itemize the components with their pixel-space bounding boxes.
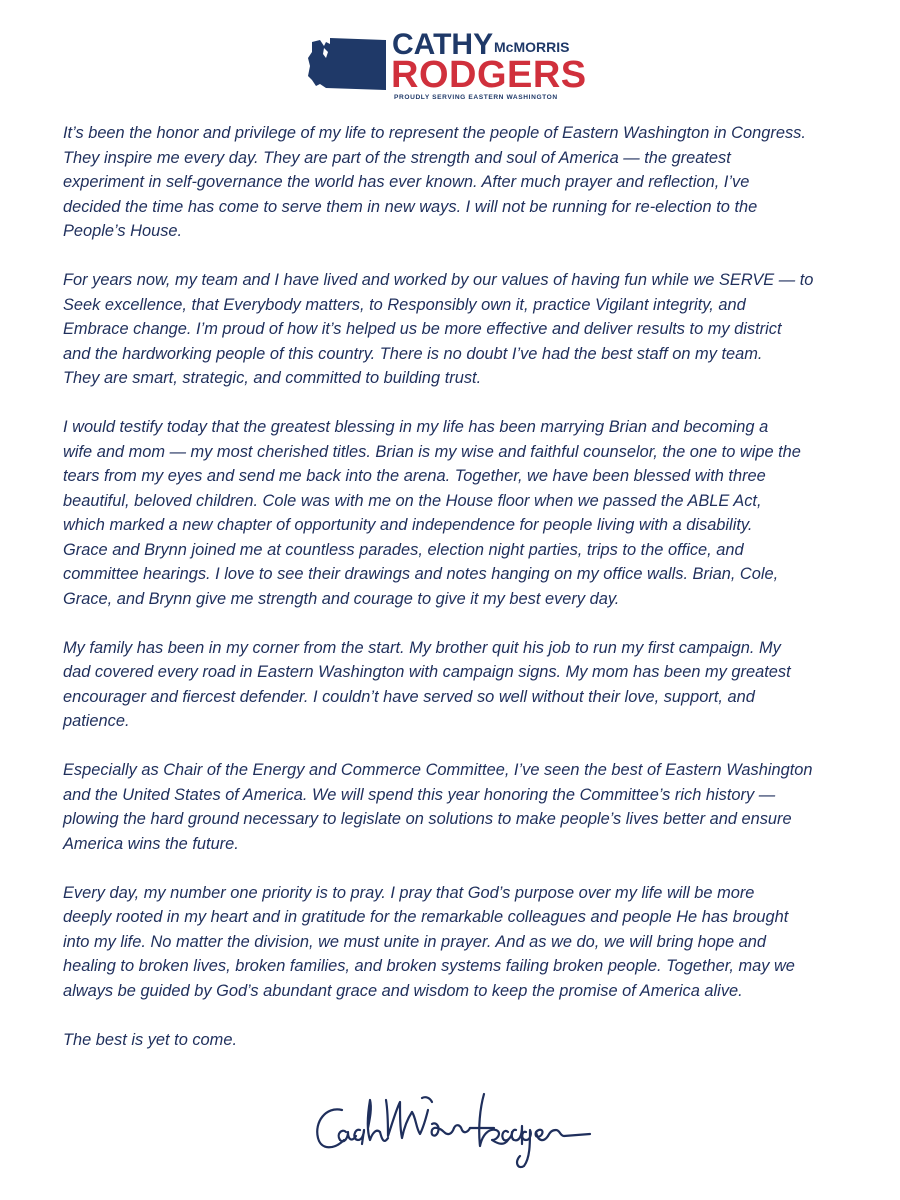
- letter-paragraph: For years now, my team and I have lived and worked by our values of having fun while we SERVE — to Seek excellence, that Everybody matters, to Responsibly own it, practice Vigilant integrity, and Embrace change. I’m proud of how it’s helped us be more effective and deliver results to my district and the hardworking people of this country. There is no doubt I’ve had the best staff on my team. They are smart, strategic, and committed to building trust.: [63, 271, 814, 387]
- logo-middle-name: McMORRIS: [494, 39, 570, 55]
- logo-last-name: RODGERS: [391, 54, 587, 96]
- header-logo: [306, 28, 606, 104]
- letter-paragraph: Every day, my number one priority is to pray. I pray that God’s purpose over my life will be more deeply rooted in my heart and in gratitude for the remarkable colleagues and people He has brought into my life. No matter the division, we must unite in prayer. And as we do, we will bring hope and healing to broken lives, broken families, and broken systems failing broken people. Together, may we always be guided by God’s abundant grace and wisdom to keep the promise of America alive.: [63, 883, 795, 1000]
- letter-closing: The best is yet to come.: [63, 1030, 237, 1049]
- letter-body: [63, 121, 845, 1077]
- letter-paragraph: I would testify today that the greatest blessing in my life has been marrying Brian and becoming a wife and mom — my most cherished titles. Brian is my wise and faithful counselor, the one to wipe the tears from my eyes and send me back into the arena. Together, we have been blessed with three beautiful, beloved children. Cole was with me on the House floor when we passed the ABLE Act, which marked a new chapter of opportunity and independence for people living with a disability. Grace and Brynn joined me at countless parades, election night parties, trips to the office, and committee hearings. I love to see their drawings and notes hanging on my office walls. Brian, Cole, Grace, and Brynn give me strength and courage to give it my best every day.: [63, 418, 801, 608]
- logo-first-name: CATHY: [392, 28, 494, 61]
- handwritten-signature-icon: [308, 1088, 598, 1178]
- letter-paragraph: My family has been in my corner from the start. My brother quit his job to run my first campaign. My dad covered every road in Eastern Washington with campaign signs. My mom has been my greatest encourager and fiercest defender. I couldn’t have served so well without their love, support, and patience.: [63, 638, 791, 730]
- letter-paragraph: Especially as Chair of the Energy and Commerce Committee, I’ve seen the best of Eastern Washington and the United States of America. We will spend this year honoring the Committee’s rich history — plowing the hard ground necessary to legislate on solutions to make people’s lives better and ensure America wins the future.: [63, 761, 813, 853]
- letter-paragraph: It’s been the honor and privilege of my life to represent the people of Eastern Washington in Congress. They inspire me every day. They are part of the strength and soul of America — the greatest experiment in self-governance the world has ever known. After much prayer and reflection, I’ve decided the time has come to serve them in new ways. I will not be running for re-election to the People’s House.: [63, 124, 806, 240]
- washington-state-map-icon: [306, 36, 388, 92]
- logo-tagline: PROUDLY SERVING EASTERN WASHINGTON: [394, 94, 558, 101]
